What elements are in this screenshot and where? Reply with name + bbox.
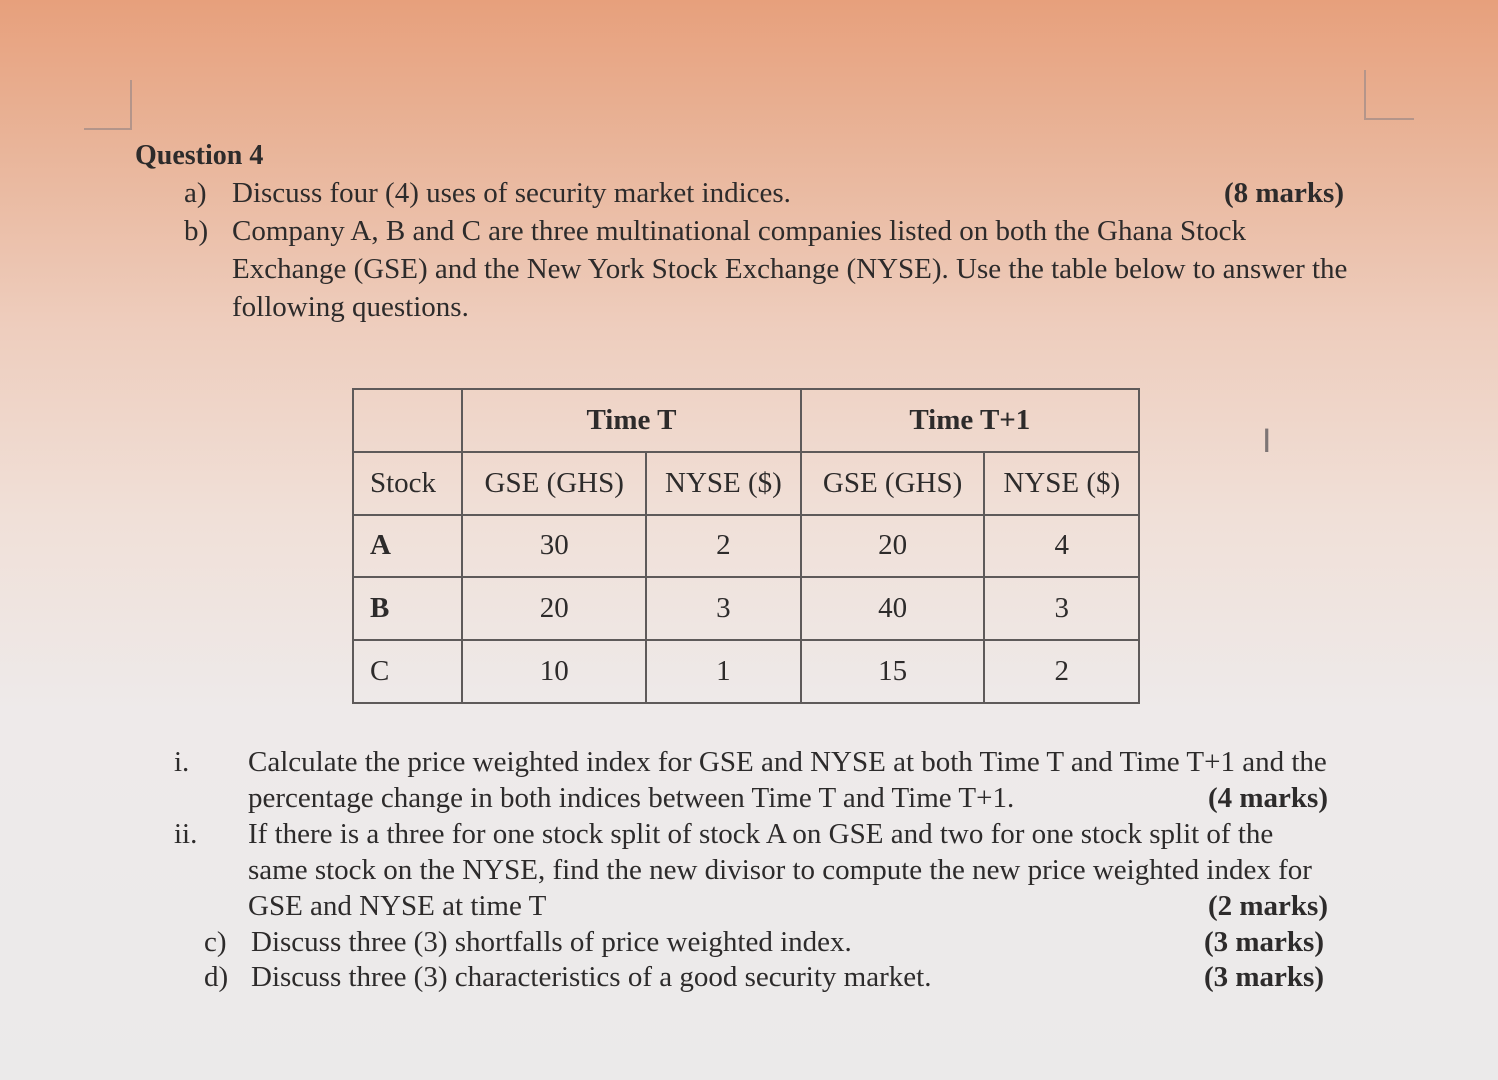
sub-ii-text: If there is a three for one stock split of stock A on GSE and two for one stock split of the same stock on the NYSE, find the new divisor to compute the new price weighted index for GSE and NYSE at time T xyxy=(248,818,1312,922)
part-b-label: b) xyxy=(184,215,209,247)
stock-name-cell: A xyxy=(353,515,462,578)
question-title: Question 4 xyxy=(135,140,264,171)
table-cell: 20 xyxy=(801,515,985,578)
sub-ii-label: ii. xyxy=(174,818,198,850)
sub-i-text: Calculate the price weighted index for GSE and NYSE at both Time T and Time T+1 and the percentage change in both indices between Time T and Time T+1. xyxy=(248,746,1327,814)
part-c xyxy=(204,924,1324,960)
table-cell: 30 xyxy=(462,515,646,578)
sub-i-label: i. xyxy=(174,746,190,778)
table-cell: 20 xyxy=(462,577,646,640)
stock-name-cell: C xyxy=(353,640,462,703)
table-group-header-row xyxy=(353,389,1139,452)
table-cell: 40 xyxy=(801,577,985,640)
table-cell: 3 xyxy=(984,577,1139,640)
table-cell: 4 xyxy=(984,515,1139,578)
stock-name-cell: B xyxy=(353,577,462,640)
table-cell: 2 xyxy=(646,515,800,578)
table-cell: 15 xyxy=(801,640,985,703)
part-c-marks: (3 marks) xyxy=(1203,926,1324,958)
column-header: NYSE ($) xyxy=(984,452,1139,515)
page-corner-mark-left xyxy=(84,80,132,130)
sub-ii-marks: (2 marks) xyxy=(1207,890,1328,922)
column-header: NYSE ($) xyxy=(646,452,800,515)
table-cell: 3 xyxy=(646,577,800,640)
column-header: Stock xyxy=(353,452,462,515)
part-a-label: a) xyxy=(184,177,207,209)
table-row xyxy=(353,640,1139,703)
table-cell: 10 xyxy=(462,640,646,703)
column-header: GSE (GHS) xyxy=(462,452,646,515)
part-a-marks: (8 marks) xyxy=(1223,177,1344,209)
part-d-label: d) xyxy=(204,961,229,993)
part-c-label: c) xyxy=(204,926,227,958)
table-corner-cell xyxy=(353,389,462,452)
part-c-text: Discuss three (3) shortfalls of price weighted index. xyxy=(251,926,852,958)
part-d xyxy=(204,959,1324,995)
stock-price-table xyxy=(352,388,1140,704)
sub-question-i xyxy=(174,744,1328,816)
column-header: GSE (GHS) xyxy=(801,452,985,515)
group-header-time-t1: Time T+1 xyxy=(801,389,1139,452)
sub-question-ii xyxy=(174,816,1328,924)
sub-i-marks: (4 marks) xyxy=(1207,782,1328,814)
part-b xyxy=(184,212,1364,326)
table-row xyxy=(353,515,1139,578)
part-d-marks: (3 marks) xyxy=(1203,961,1324,993)
text-cursor-icon: I xyxy=(1262,422,1272,460)
table-cell: 2 xyxy=(984,640,1139,703)
table-cell: 1 xyxy=(646,640,800,703)
page-corner-mark-right xyxy=(1364,70,1414,120)
part-a xyxy=(184,174,1364,212)
group-header-time-t: Time T xyxy=(462,389,800,452)
part-a-text: Discuss four (4) uses of security market indices. xyxy=(232,177,791,209)
part-b-text: Company A, B and C are three multinational companies listed on both the Ghana Stock Exchange (GSE) and the New York Stock Exchange (NYSE). Use the table below to answer the following questions. xyxy=(232,215,1348,323)
table-row xyxy=(353,577,1139,640)
part-d-text: Discuss three (3) characteristics of a good security market. xyxy=(251,961,932,993)
table-header-row xyxy=(353,452,1139,515)
